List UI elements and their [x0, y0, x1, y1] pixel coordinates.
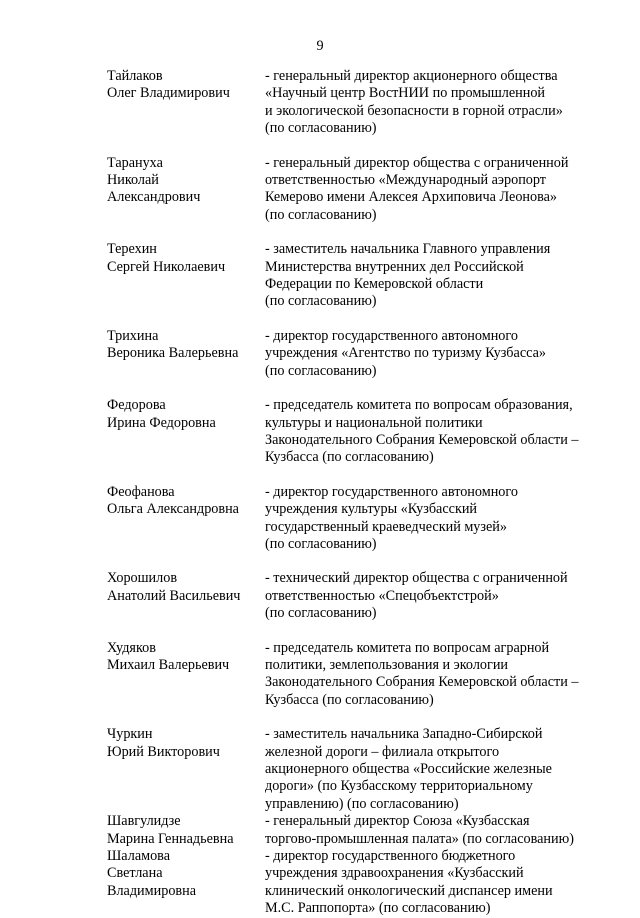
member-name-line: Светлана — [107, 865, 163, 882]
member-list — [107, 68, 607, 918]
member-entry — [107, 813, 607, 848]
member-entry — [107, 570, 607, 622]
member-position-line: учреждения «Агентство по туризму Кузбасса» — [265, 345, 546, 362]
member-name-line: Феофанова — [107, 483, 175, 500]
member-position-line: управлению) (по согласованию) — [265, 795, 459, 812]
member-position-line: «Научный центр ВостНИИ по промышленной — [265, 85, 546, 102]
member-name — [107, 397, 265, 467]
page-number: 9 — [316, 38, 324, 54]
member-position-line: железной дороги – филиала открытого — [265, 743, 500, 760]
member-name-line: Терехин — [107, 241, 157, 258]
member-position-line: Законодательного Собрания Кемеровской области – — [265, 674, 579, 691]
member-name-line: Марина Геннадьевна — [107, 830, 234, 847]
member-position-line: Кемерово имени Алексея Архиповича Леонова» — [265, 189, 558, 206]
member-position-line: (по согласованию) — [265, 535, 377, 552]
member-position — [265, 570, 605, 622]
member-position-line: Кузбасса (по согласованию) — [265, 449, 434, 466]
member-position-line: Федерации по Кемеровской области — [265, 276, 484, 293]
member-position-line: - генеральный директор Союза «Кузбасская — [265, 813, 530, 830]
member-name-line: Ольга Александровна — [107, 501, 239, 518]
member-position — [265, 640, 605, 710]
member-position — [265, 813, 605, 848]
member-position-line: (по согласованию) — [265, 120, 377, 137]
member-position-line: и экологической безопасности в горной отрасли» — [265, 102, 563, 119]
member-name-line: Хорошилов — [107, 570, 178, 587]
member-entry — [107, 726, 607, 813]
member-position — [265, 726, 605, 813]
member-position-line: Кузбасса (по согласованию) — [265, 691, 434, 708]
member-position-line: - заместитель начальника Главного управления — [265, 241, 551, 258]
member-name-line: Вероника Валерьевна — [107, 345, 239, 362]
member-position — [265, 328, 605, 380]
member-position — [265, 155, 605, 225]
member-name-line: Чуркин — [107, 726, 153, 743]
member-position — [265, 397, 605, 467]
member-position-line: дороги» (по Кузбасскому территориальному — [265, 778, 533, 795]
member-name — [107, 68, 265, 138]
member-position-line: - председатель комитета по вопросам аграрной — [265, 639, 550, 656]
member-name-line: Федорова — [107, 397, 166, 414]
member-name — [107, 848, 265, 918]
member-name-line: Тарануха — [107, 154, 163, 171]
member-position-line: политики, землепользования и экологии — [265, 656, 509, 673]
member-name-line: Александрович — [107, 189, 201, 206]
member-position-line: торгово-промышленная палата» (по согласованию) — [265, 830, 574, 847]
member-name-line: Михаил Валерьевич — [107, 656, 230, 673]
member-position-line: - генеральный директор акционерного общества — [265, 68, 558, 84]
member-position-line: - генеральный директор общества с ограниченной — [265, 154, 569, 171]
member-name-line: Худяков — [107, 639, 156, 656]
member-name-line: Юрий Викторович — [107, 743, 220, 760]
member-name — [107, 484, 265, 554]
member-entry — [107, 241, 607, 311]
member-name-line: Олег Владимирович — [107, 85, 230, 102]
member-position-line: государственный краеведческий музей» — [265, 518, 507, 535]
member-entry — [107, 640, 607, 710]
member-position-line: Министерства внутренних дел Российской — [265, 258, 524, 275]
member-position-line: М.С. Раппопорта» (по согласованию) — [265, 900, 491, 917]
member-position-line: культуры и национальной политики — [265, 414, 483, 431]
member-position-line: (по согласованию) — [265, 605, 377, 622]
member-position-line: ответственностью «Международный аэропорт — [265, 172, 546, 189]
member-entry — [107, 848, 607, 918]
member-name — [107, 241, 265, 311]
member-position-line: - директор государственного бюджетного — [265, 848, 516, 865]
member-entry — [107, 397, 607, 467]
member-position-line: акционерного общества «Российские железные — [265, 761, 552, 777]
member-position-line: - технический директор общества с ограниченной — [265, 570, 568, 587]
member-position-line: (по согласованию) — [265, 206, 377, 223]
member-position-line: - заместитель начальника Западно-Сибирской — [265, 726, 543, 743]
member-entry — [107, 155, 607, 225]
member-name — [107, 155, 265, 225]
member-position — [265, 241, 605, 311]
member-position-line: (по согласованию) — [265, 293, 377, 310]
member-name-line: Тайлаков — [107, 68, 163, 84]
member-name — [107, 328, 265, 380]
member-entry — [107, 328, 607, 380]
member-name-line: Трихина — [107, 327, 159, 344]
member-position — [265, 848, 605, 918]
member-name — [107, 726, 265, 813]
member-name-line: Сергей Николаевич — [107, 258, 226, 275]
member-name — [107, 570, 265, 622]
member-position-line: Законодательного Собрания Кемеровской области – — [265, 431, 579, 448]
member-position-line: клинический онкологический диспансер имени — [265, 882, 553, 899]
member-name-line: Владимировна — [107, 882, 196, 899]
member-name — [107, 640, 265, 710]
member-name — [107, 813, 265, 848]
member-position-line: (по согласованию) — [265, 362, 377, 379]
member-name-line: Шаламова — [107, 848, 170, 865]
member-name-line: Анатолий Васильевич — [107, 587, 241, 604]
member-position-line: учреждения культуры «Кузбасский — [265, 501, 478, 518]
member-position-line: - директор государственного автономного — [265, 327, 518, 344]
member-position-line: - председатель комитета по вопросам образования, — [265, 397, 573, 414]
member-position-line: учреждения здравоохранения «Кузбасский — [265, 865, 524, 882]
member-position — [265, 68, 605, 138]
member-name-line: Ирина Федоровна — [107, 414, 216, 431]
member-name-line: Николай — [107, 172, 159, 189]
member-position-line: - директор государственного автономного — [265, 483, 518, 500]
member-entry — [107, 484, 607, 554]
member-entry — [107, 68, 607, 138]
member-name-line: Шавгулидзе — [107, 813, 181, 830]
member-position — [265, 484, 605, 554]
member-position-line: ответственностью «Спецобъектстрой» — [265, 587, 499, 604]
